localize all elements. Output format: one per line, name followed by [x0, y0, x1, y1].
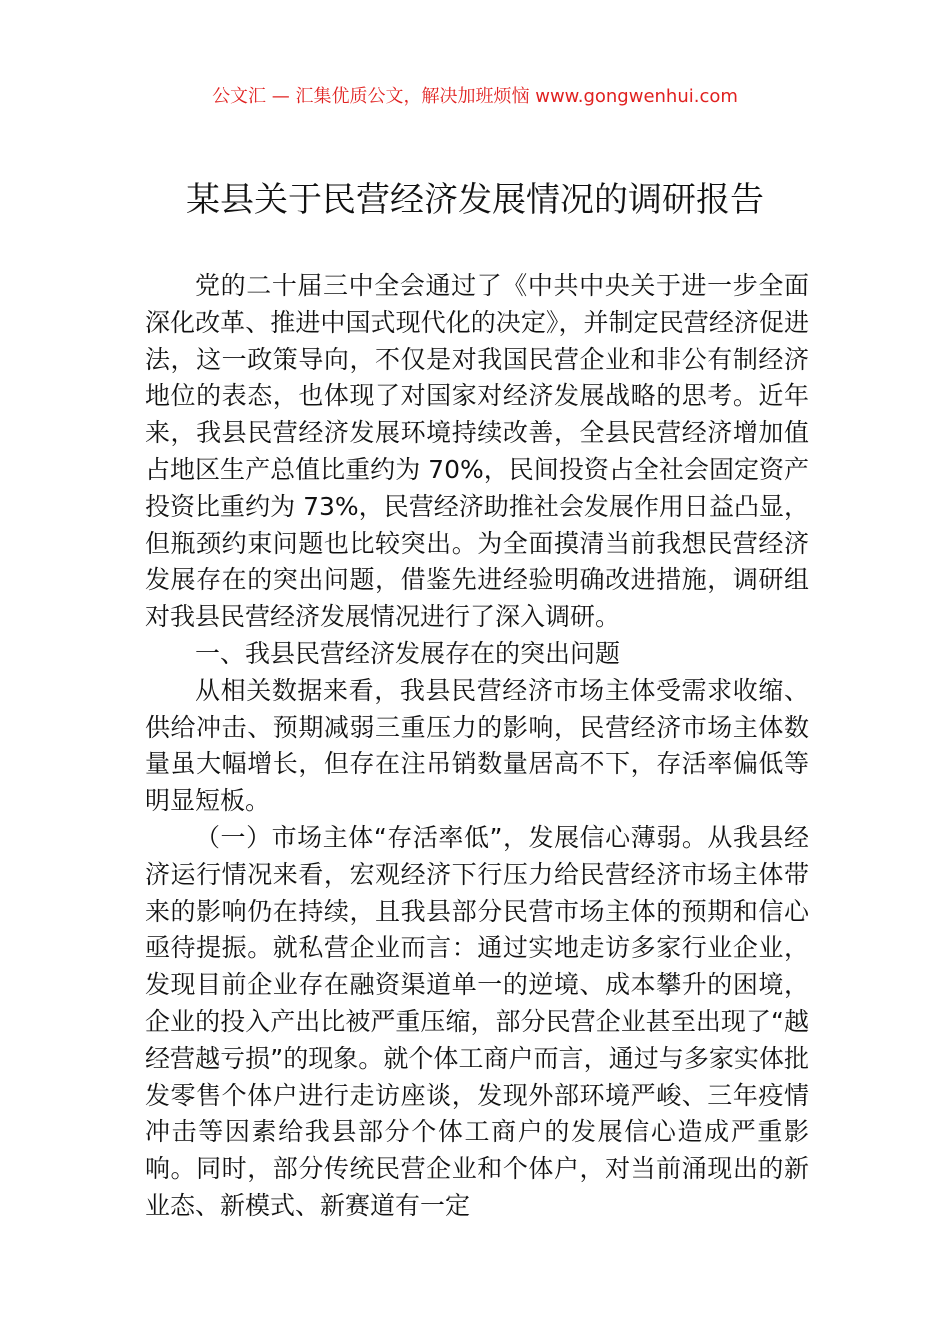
section-paragraph: 从相关数据来看，我县民营经济市场主体受需求收缩、供给冲击、预期减弱三重压力的影响，民营经济市场主体数量虽大幅增长，但存在注吊销数量居高不下，存活率偏低等明显短板。 — [145, 675, 809, 816]
section-heading: 一、我县民营经济发展存在的突出问题 — [195, 638, 621, 668]
intro-paragraph: 党的二十届三中全会通过了《中共中央关于进一步全面深化改革、推进中国式现代化的决定》，并制定民营经济促进法，这一政策导向，不仅是对我国民营企业和非公有制经济地位的表态，也体现了对国家对经济发展战略的思考。近年来，我县民营经济发展环境持续改善，全县民营经济增加值占地区生产总值比重约为 70%，民间投资占全社会固定资产投资比重约为 73%，民营经济助推社会发展作用日益凸显，但瓶颈约束问题也比较突出。为全面摸清当前我想民营经济发展存在的突出问题，借鉴先进经验明确改进措施，调研组对我县民营经济发展情况进行了深入调研。 — [145, 271, 809, 632]
document-body — [145, 268, 809, 1225]
subsection-paragraph: （一）市场主体“存活率低”，发展信心薄弱。从我县经济运行情况来看，宏观经济下行压力给民营经济市场主体带来的影响仍在持续，且我县部分民营市场主体的预期和信心亟待提振。就私营企业而言：通过实地走访多家行业企业，发现目前企业存在融资渠道单一的逆境、成本攀升的困境，企业的投入产出比被严重压缩，部分民营企业甚至出现了“越经营越亏损”的现象。就个体工商户而言，通过与多家实体批发零售个体户进行走访座谈，发现外部环境严峻、三年疫情冲击等因素给我县部分个体工商户的发展信心造成严重影响。同时，部分传统民营企业和个体户，对当前涌现出的新业态、新模式、新赛道有一定 — [145, 822, 809, 1220]
document-title: 某县关于民营经济发展情况的调研报告 — [186, 180, 764, 220]
site-header-banner: 公文汇 — 汇集优质公文，解决加班烦恼 www.gongwenhui.com — [212, 86, 738, 107]
